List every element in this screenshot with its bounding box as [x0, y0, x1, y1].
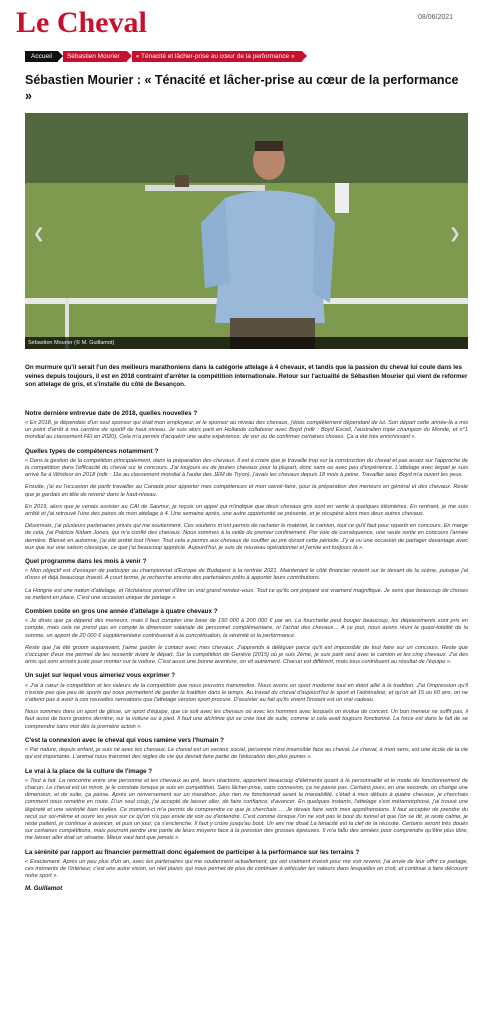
- breadcrumb-separator: [302, 51, 307, 61]
- article-lead: On murmure qu'il serait l'un des meilleurs marathoniens dans la catégorie attelage à 4 chevaux, et tandis que la passion du cheval lui coule dans les veines depuis toujours, il est en 2018 contraint d'arrêter la compétition internationale. Retour sur l'actualité de Sébastien Mourier qui vient de reformer son attelage de gris, et s'installe du côté de Besançon.: [25, 364, 468, 389]
- answer-paragraph: « J'ai à cœur la compétition et les valeurs de la compétition que nous pouvons transmettre. Nous avons un sport moderne tout en étant allié à la tradition. J'ai l'impression qu'il n'existe pas que peu de sports qui nous permettent de garder la tradition dans le temps. Au travail du cheval d'aujourd'hui le sport et l'adrénaline, et qu'on ait 15 ou 60 ans, on ne s'attend pas à avoir à ces nouvelles sensations que l'attelage version sport procure. D'assister au fait qu'ils vivent l'instant est un vrai cadeau.: [25, 682, 468, 704]
- carousel-prev-icon[interactable]: ❮: [33, 225, 45, 241]
- answer-paragraph: La Hongrie est une nation d'attelage, et l'échéance promet d'être un vrai grand rendez-vous. Tout ce qu'ils ont préparé est vraiment magnifique. Je sens que beaucoup de choses se mettent en place. C'est une occasion unique de partage ».: [25, 587, 468, 601]
- answer-paragraph: Ensuite, j'ai eu l'occasion de partir travailler au Canada pour apporter mes compétences et mon savoir-faire, pour la préparation des meneurs en général et des chevaux. Reste que je gardais en tête de revenir dans le haut-niveau.: [25, 484, 468, 498]
- question: Quelles types de compétences notamment ?: [25, 447, 159, 455]
- answer-paragraph: « Dans la gestion de la compétition principalement, dans la préparation des chevaux. Il est à croire que je travaille trop sur la construction du cheval et pas assez sur l'approche de la compétition dans l'efficacité du cheval sur le concours. J'ai toujours eu de jeunes chevaux pour la plupart, donc sans ou avec peu d'expérience. L'attelage avec lequel je suis arrivé 5e à Windsor en 2018 (ndlr : 11e au classement mondial à l'aube des JEM de Tryon), j'avais les chevaux depuis 18 mois à peine. Travailler avec Boyd m'a ouvert les yeux.: [25, 457, 468, 479]
- question: Notre dernière entrevue date de 2018, quelles nouvelles ?: [25, 409, 198, 417]
- site-header: [0, 0, 495, 46]
- answer-paragraph: Reste que j'ai été groom auparavant, j'aime garder le contact avec mes chevaux. J'apprends à déléguer parce qu'il est impossible de tout faire sur un concours. Reste que s'occuper d'eux me permet de les ressentir avant le départ. Sur la compétition de Genève (2015) où je suis 2ème, je suis parti seul avec le camion et les cinq chevaux. J'ai des amis qui sont arrivés juste pour monter sur la voiture. C'est aussi une bonne aventure, on vit autrement. Chacun est différent, mais tous contribuent au résultat de l'équipe ».: [25, 644, 468, 666]
- question: La sérénité par rapport au financier permettrait donc également de participer à la performance sur les terrains ?: [25, 848, 360, 856]
- question: Combien coûte en gros une année d'attelage à quatre chevaux ?: [25, 608, 218, 616]
- breadcrumb-item[interactable]: « Ténacité et lâcher-prise au cœur de la performance »: [132, 51, 302, 62]
- answer-paragraph: « Par nature, depuis enfant, je suis né avec les chevaux. Le cheval est un vecteur social, personne n'est insensible face au cheval. Le cheval, à mon sens, est une école de la vie qui est importante. L'animal nous transmet des règles de vie qui devrait faire partie de l'éducation des plus jeunes ».: [25, 747, 468, 761]
- answer-paragraph: « Tout à fait. La rencontre entre une personne et les chevaux au pré, leurs réactions, apportent beaucoup d'éléments quant à la personnalité et le mode de fonctionnement de chacun. Le cheval est un miroir, je le constate lorsque je suis en compétition. Sans lâcher-prise, sans connexion, ça ne passe pas. Certains jours, en une seconde, on change une dimension, et de suite, ça passe. Après un renversement sur un marathon, plus rien ne fonctionnait avant la maniabilité, c'était à mes débuts à quatre chevaux, je cherchais comment nous remettre en route. D'un seul coup, j'ai accepté de laisser aller, de faire confiance, d'avancer. En quelques instants, l'attelage s'est métamorphosé, j'ai trouvé une légèreté et une sérénité bien réelles. Ce moment-ci m'a permis de comprendre ce que je cherchais … Je devais faire sortir mes appréhensions. Il faut accepter de prendre du recul sur soi-même et ouvrir les yeux sur ce qu'on n'a pas envie de voir ou d'entendre. C'est comme lorsque l'on ne voit pas le bout du tunnel et que l'on se dit, je reste calme, je reste patient, je continue à avancer, et puis un jour, ça s'enclenche. Il faut y croire jusqu'au bout. Un ami me disait La ténacité est la clef de la réussite. Certains seront très doués sur certaines compétitions, mais pourront perdre une partie de leurs moyens face à la pression des grosses épreuves. Il m'a fallu des années pour comprendre qu'être plus libre, me laisser aller était un sésame. Mieux vaut tard que jamais ».: [25, 777, 468, 842]
- answer-paragraph: « En 2018, je dépendais d'un seul sponsor qui était mon employeur, et le sponsor au niveau des chevaux, j'étais complètement dépendant de lui. Son départ cette année-là a mis un point d'arrêt à ma carrière de sportif de haut niveau. Je suis alors parti en Hollande collaborer avec Boyd (ndlr : Boyd Excell, l'australien triple champion du Monde, et n°1 mondial au classement FEI en 2020). Cela m'a permis d'acquérir une autre expérience, de voir ou de confirmer certaines choses. Ça a été très enrichissant ».: [25, 419, 468, 441]
- article-signature: M. Guillamot: [25, 885, 63, 893]
- answer-paragraph: Désormais, j'ai plusieurs partenaires privés qui me soutiennent. Ces soutiens m'ont permis de racheter le matériel, le camion, tout ce qu'il faut pour repartir en concours. En marge de cela, j'ai Patricia Nidam Jones, qui m'a confié des chevaux. Nous sommes à la veille du premier confinement. Par voie de conséquence, une seule sortie en concours l'année dernière. Blessé en automne, j'ai été arrêté tout l'hiver. Tout cela a permis aux chevaux de souffler au pré durant cette période. J'y ai vu une occasion de partager davantage avec eux que sur une saison classique, ce que j'ai beaucoup apprécié. Aujourd'hui, je suis de nouveau opérationnel et j'envie est toujours là ».: [25, 523, 468, 551]
- breadcrumb-home[interactable]: Accueil: [25, 51, 58, 62]
- breadcrumb-item[interactable]: Sébastien Mourier: [63, 51, 127, 62]
- photo-caption: Sébastien Mourier (© M. Guillamot): [25, 337, 468, 349]
- breadcrumb: [25, 51, 307, 62]
- answer-paragraph: « Exactement. Après un peu plus d'un an, avec les partenaires qui me soutiennent actuellement, qui ont vraiment investi pour me voir revenir, j'ai envie de leur offrir ce partage, ces moments de l'intérieur, c'est une autre vision, un réel plaisir, qui nous permet de plus de continuer à véhiculer les valeurs dans lesquelles on croit, et continue à faire découvrir notre sport ».: [25, 858, 468, 880]
- question: C'est la connexion avec le cheval qui vous ramène vers l'humain ?: [25, 736, 224, 744]
- answer-paragraph: Nous sommes dans un sport de glisse, un sport d'équipe, que ce soit avec les chevaux où avec les hommes avec lesquels on évolue de concert. Un bon meneur ne suffit pas, il faut aussi de bons grooms derrière, sur la voiture ou à pied. Il faut une alchimie qui se crée tout de suite, comme si cela avait toujours fonctionné. La force est dans le fait de se comprendre sans mot dès la première action ».: [25, 709, 468, 730]
- carousel-next-icon[interactable]: ❯: [449, 225, 461, 241]
- question: Le vrai à la place de la culture de l'image ?: [25, 767, 153, 775]
- answer-paragraph: « Je dirais que ça dépend des meneurs, mais il faut compter une base de 150 000 à 200 000 € par an. La fourchette peut bouger beaucoup, les déplacements sont pris en compte, mais cela ne prend pas en compte la dimension salariale de personnel complémentaire, ni l'achat des chevaux… A ce jour, nous avons réuni la quasi-totalité de la somme, un apport de 20 000 € supplémentaire contribuerait à la concrétisation, la sérénité et la performance.: [25, 618, 468, 639]
- publication-date: 08/06/2021: [418, 14, 454, 21]
- site-logo[interactable]: Le Cheval: [16, 6, 147, 39]
- question: Un sujet sur lequel vous aimeriez vous exprimer ?: [25, 672, 176, 680]
- answer-paragraph: En 2019, alors que je venais assister au CAI de Saumur, je reçois un appel qui m'indique que deux chevaux gris sont en vente à quelques kilomètres. En rentrant, je me suis arrêté et j'ai retrouvé l'une des paires de mon attelage à 4. Une semaine après, une autre opportunité se présente, et je récupère alors mes deux autres chevaux.: [25, 503, 468, 518]
- question: Quel programme dans les mois à venir ?: [25, 558, 147, 566]
- article-body: [25, 364, 468, 893]
- answer-paragraph: « Mon objectif est d'essayer de participer au championnat d'Europe de Budapest à la rentrée 2021. Maintenant le côté financier revient sur le devant de la scène, puisque j'ai d'ores et déjà beaucoup investi. A court terme, je recherche encore des partenaires prêts à apporter leurs contributions.: [25, 568, 468, 582]
- photo-illustration: [25, 113, 468, 349]
- article-title: Sébastien Mourier : « Ténacité et lâcher-prise au cœur de la performance »: [25, 73, 459, 103]
- article-photo: [25, 113, 468, 349]
